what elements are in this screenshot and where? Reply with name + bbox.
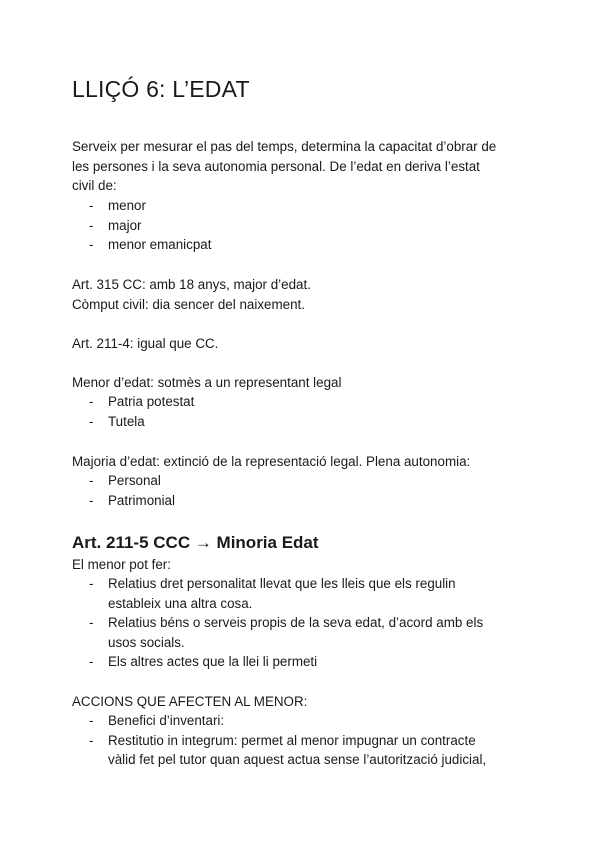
list-item-line: Relatius dret personalitat llevat que les lleis que els regulin <box>108 576 456 591</box>
list-item <box>72 652 532 672</box>
page-title: LLIÇÓ 6: L’EDAT <box>72 76 250 102</box>
list-item: - Patria potestat <box>72 392 532 412</box>
list-item <box>72 731 532 770</box>
list-item-line: usos socials. <box>108 634 185 650</box>
art2114-paragraph: Art. 211-4: igual que CC. <box>72 336 219 351</box>
section-intro: El menor pot fer: <box>72 557 171 572</box>
intro-paragraph <box>72 137 542 196</box>
list-item: - Tutela <box>72 412 532 432</box>
art315-paragraph <box>72 275 542 314</box>
list-item <box>72 574 532 613</box>
list-item-line: Els altres actes que la llei li permeti <box>108 654 318 669</box>
list-item-line: Restitutio in integrum: permet al menor impugnar un contracte <box>108 732 476 748</box>
computation-line: Còmput civil: dia sencer del naixement. <box>72 296 305 312</box>
list-item: - major <box>72 216 532 236</box>
list-item-line: Benefici d’inventari: <box>108 713 225 728</box>
list-item: - Patrimonial <box>72 491 532 511</box>
majority-list <box>72 471 532 510</box>
list-item <box>72 613 532 652</box>
intro-line: Serveix per mesurar el pas del temps, determina la capacitat d’obrar de <box>72 139 497 154</box>
civil-status-list <box>72 196 532 255</box>
list-item: - Personal <box>72 471 532 491</box>
actions-list <box>72 711 532 770</box>
minor-list <box>72 392 532 431</box>
minor-paragraph: Menor d’edat: sotmès a un representant legal <box>72 375 342 390</box>
intro-line: les persones i la seva autonomia personal. De l’edat en deriva l’estat <box>72 158 480 174</box>
actions-heading: ACCIONS QUE AFECTEN AL MENOR: <box>72 694 308 709</box>
list-item: - menor emanicpat <box>72 235 532 255</box>
section-heading: Art. 211-5 CCC → Minoria Edat <box>72 533 319 552</box>
list-item-line: estableix una altra cosa. <box>108 595 253 611</box>
list-item <box>72 711 532 731</box>
art315-line: Art. 315 CC: amb 18 anys, major d’edat. <box>72 277 311 292</box>
majority-paragraph: Majoria d’edat: extinció de la representació legal. Plena autonomia: <box>72 454 471 469</box>
list-item-line: Relatius béns o serveis propis de la seva edat, d’acord amb els <box>108 615 484 630</box>
list-item: - menor <box>72 196 532 216</box>
list-item-line: vàlid fet pel tutor quan aquest actua sense l’autorització judicial, <box>108 752 487 767</box>
intro-line: civil de: <box>72 178 117 193</box>
minor-acts-list <box>72 574 532 672</box>
